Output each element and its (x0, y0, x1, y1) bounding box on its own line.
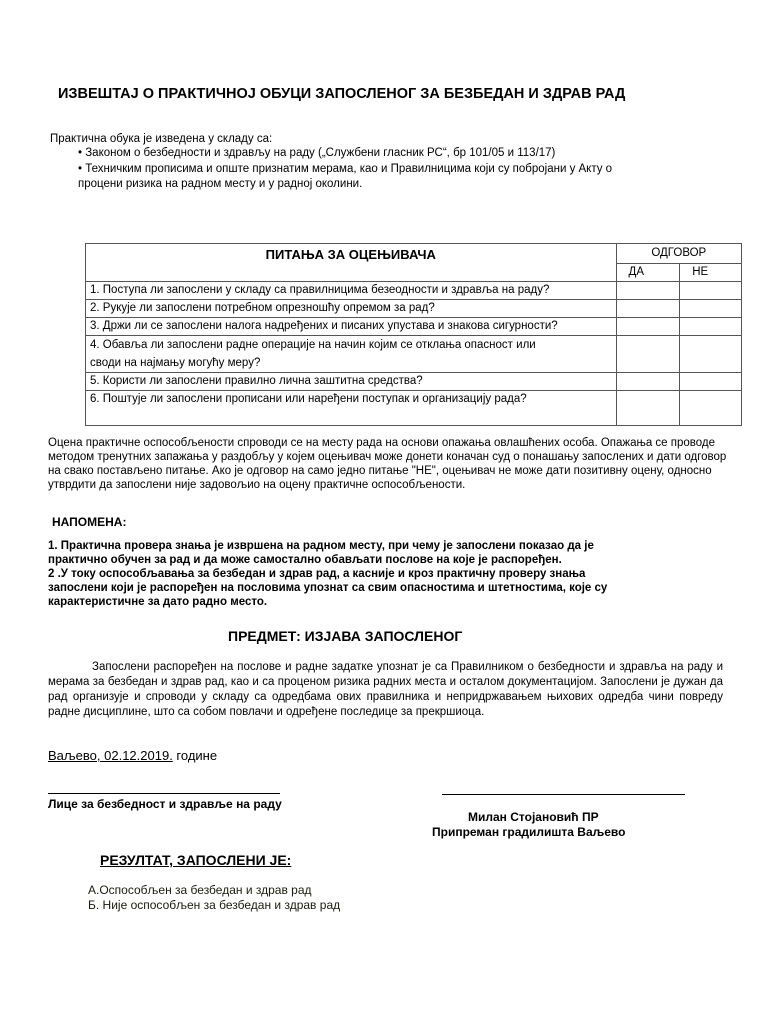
signature-label: Лице за безбедност и здравље на раду (48, 797, 282, 811)
answer-no-cell[interactable] (680, 300, 742, 318)
note-list (48, 539, 738, 609)
note-heading: НАПОМЕНА: (52, 515, 127, 529)
table-row (86, 318, 742, 336)
result-heading: РЕЗУЛТАТ, ЗАПОСЛЕНИ ЈЕ: (100, 852, 292, 868)
answer-header: ОДГОВОР (616, 244, 741, 264)
answer-yes-cell[interactable] (616, 336, 680, 373)
bullet-continuation: процени ризика на радном месту и у радној околини. (78, 178, 363, 190)
answer-yes-cell[interactable] (616, 391, 680, 426)
date-value: Ваљево, 02.12.2019. (48, 748, 173, 763)
answer-yes-cell[interactable] (616, 318, 680, 336)
document-title: ИЗВЕШТАЈ О ПРАКТИЧНОЈ ОБУЦИ ЗАПОСЛЕНОГ ЗА БЕЗБЕДАН И ЗДРАВ РАД (58, 86, 626, 102)
answer-no-cell[interactable] (680, 373, 742, 391)
no-header: НЕ (680, 263, 742, 281)
question-4 (86, 336, 617, 373)
date-suffix: године (172, 748, 218, 763)
date-line (48, 748, 217, 763)
question-2: 2. Рукује ли запослени потребном опрезношћу опремом за рад? (86, 300, 617, 318)
table-row (86, 373, 742, 391)
signature-line-left (48, 793, 280, 794)
signature-line-right (442, 794, 685, 795)
yes-header: ДА (616, 263, 680, 281)
table-row (86, 336, 742, 373)
question-4-line-2: своди на најмању могућу меру? (90, 357, 261, 369)
note-line: запослени који је распоређен на пословима упознат са свим опасностима и штетностима, које су (48, 582, 608, 594)
question-1: 1. Поступа ли запослени у складу са правилницима безеодности и здравља на раду? (86, 282, 617, 300)
questions-header: ПИТАЊА ЗА ОЦЕЊИВАЧА (86, 244, 617, 282)
intro-text: Практична обука је изведена у складу са: (50, 133, 273, 145)
answer-no-cell[interactable] (680, 391, 742, 426)
note-line: карактеристичне за дато радно место. (48, 596, 268, 608)
subject-heading: ПРЕДМЕТ: ИЗЈАВА ЗАПОСЛЕНОГ (228, 628, 463, 644)
assessment-table (85, 243, 742, 426)
question-6: 6. Поштује ли запослени прописани или наређени поступак и организацију рада? (86, 391, 617, 426)
employee-statement: Запослени распоређен на послове и радне задатке упознат је са Правилником о безбедности и здравља на раду и мерама за безбедан и здрав рад, као и са проценом ризика радних места и осталом документацијом. Запослени је дужан да рад организује и спроводи у складу са одредбама ових правилника и непридржавањем њихових одредба чини повреду радне дисциплине, што са собом повлачи и одређене последице за прекршиоца. (48, 661, 723, 718)
note-line: 2 .У току оспособљавања за безбедан и здрав рад, а касније и кроз практичну проверу знања (48, 568, 586, 580)
assessment-paragraph: Оцена практичне оспособљености спроводи се на месту рада на основи опажања овлашћених особа. Опажања се проводе методом тренутних запажања у раздобљу у којем оцењивач може донети коначан суд о понашању запослених и дати одговор на свако постављено питање. Ако је одговор на само једно питање "НЕ", оцењивач не може дати позитивну оцену, односно утврдити да запослени није задовољио на оцену практичне оспособљености. (48, 437, 727, 491)
answer-yes-cell[interactable] (616, 300, 680, 318)
question-5: 5. Користи ли запослени правилно лична заштитна средства? (86, 373, 617, 391)
table-row (86, 282, 742, 300)
result-options (88, 883, 340, 913)
answer-no-cell[interactable] (680, 282, 742, 300)
answer-no-cell[interactable] (680, 318, 742, 336)
legal-basis-list (78, 146, 698, 193)
answer-yes-cell[interactable] (616, 373, 680, 391)
result-option: Б. Није оспособљен за безбедан и здрав рад (88, 898, 341, 912)
question-4-line-1: 4. Обавља ли запослени радне операције на начин којим се отклања опасност или (90, 339, 536, 351)
result-option: А.Оспособљен за безбедан и здрав рад (88, 883, 312, 897)
bullet-item: • Законом о безбедности и здрављу на раду („Службени гласник РС“, бр 101/05 и 113/17) (78, 147, 556, 159)
signer-company: Припреман градилишта Ваљево (432, 825, 626, 839)
answer-yes-cell[interactable] (616, 282, 680, 300)
answer-no-cell[interactable] (680, 336, 742, 373)
table-row (86, 391, 742, 426)
bullet-item: • Техничким прописима и опште признатим мерама, као и Правилницима који су побројани у Акту о (78, 162, 613, 175)
signer-name: Милан Стојановић ПР (468, 810, 599, 824)
question-3: 3. Држи ли се запослени налога надређених и писаних упустава и знакова сигурности? (86, 318, 617, 336)
table-row (86, 300, 742, 318)
note-line: 1. Практична провера знања је извршена на радном месту, при чему је запослени показао да је (48, 540, 594, 552)
note-line: практично обучен за рад и да може самостално обављати послове на које је распоређен. (48, 554, 562, 566)
